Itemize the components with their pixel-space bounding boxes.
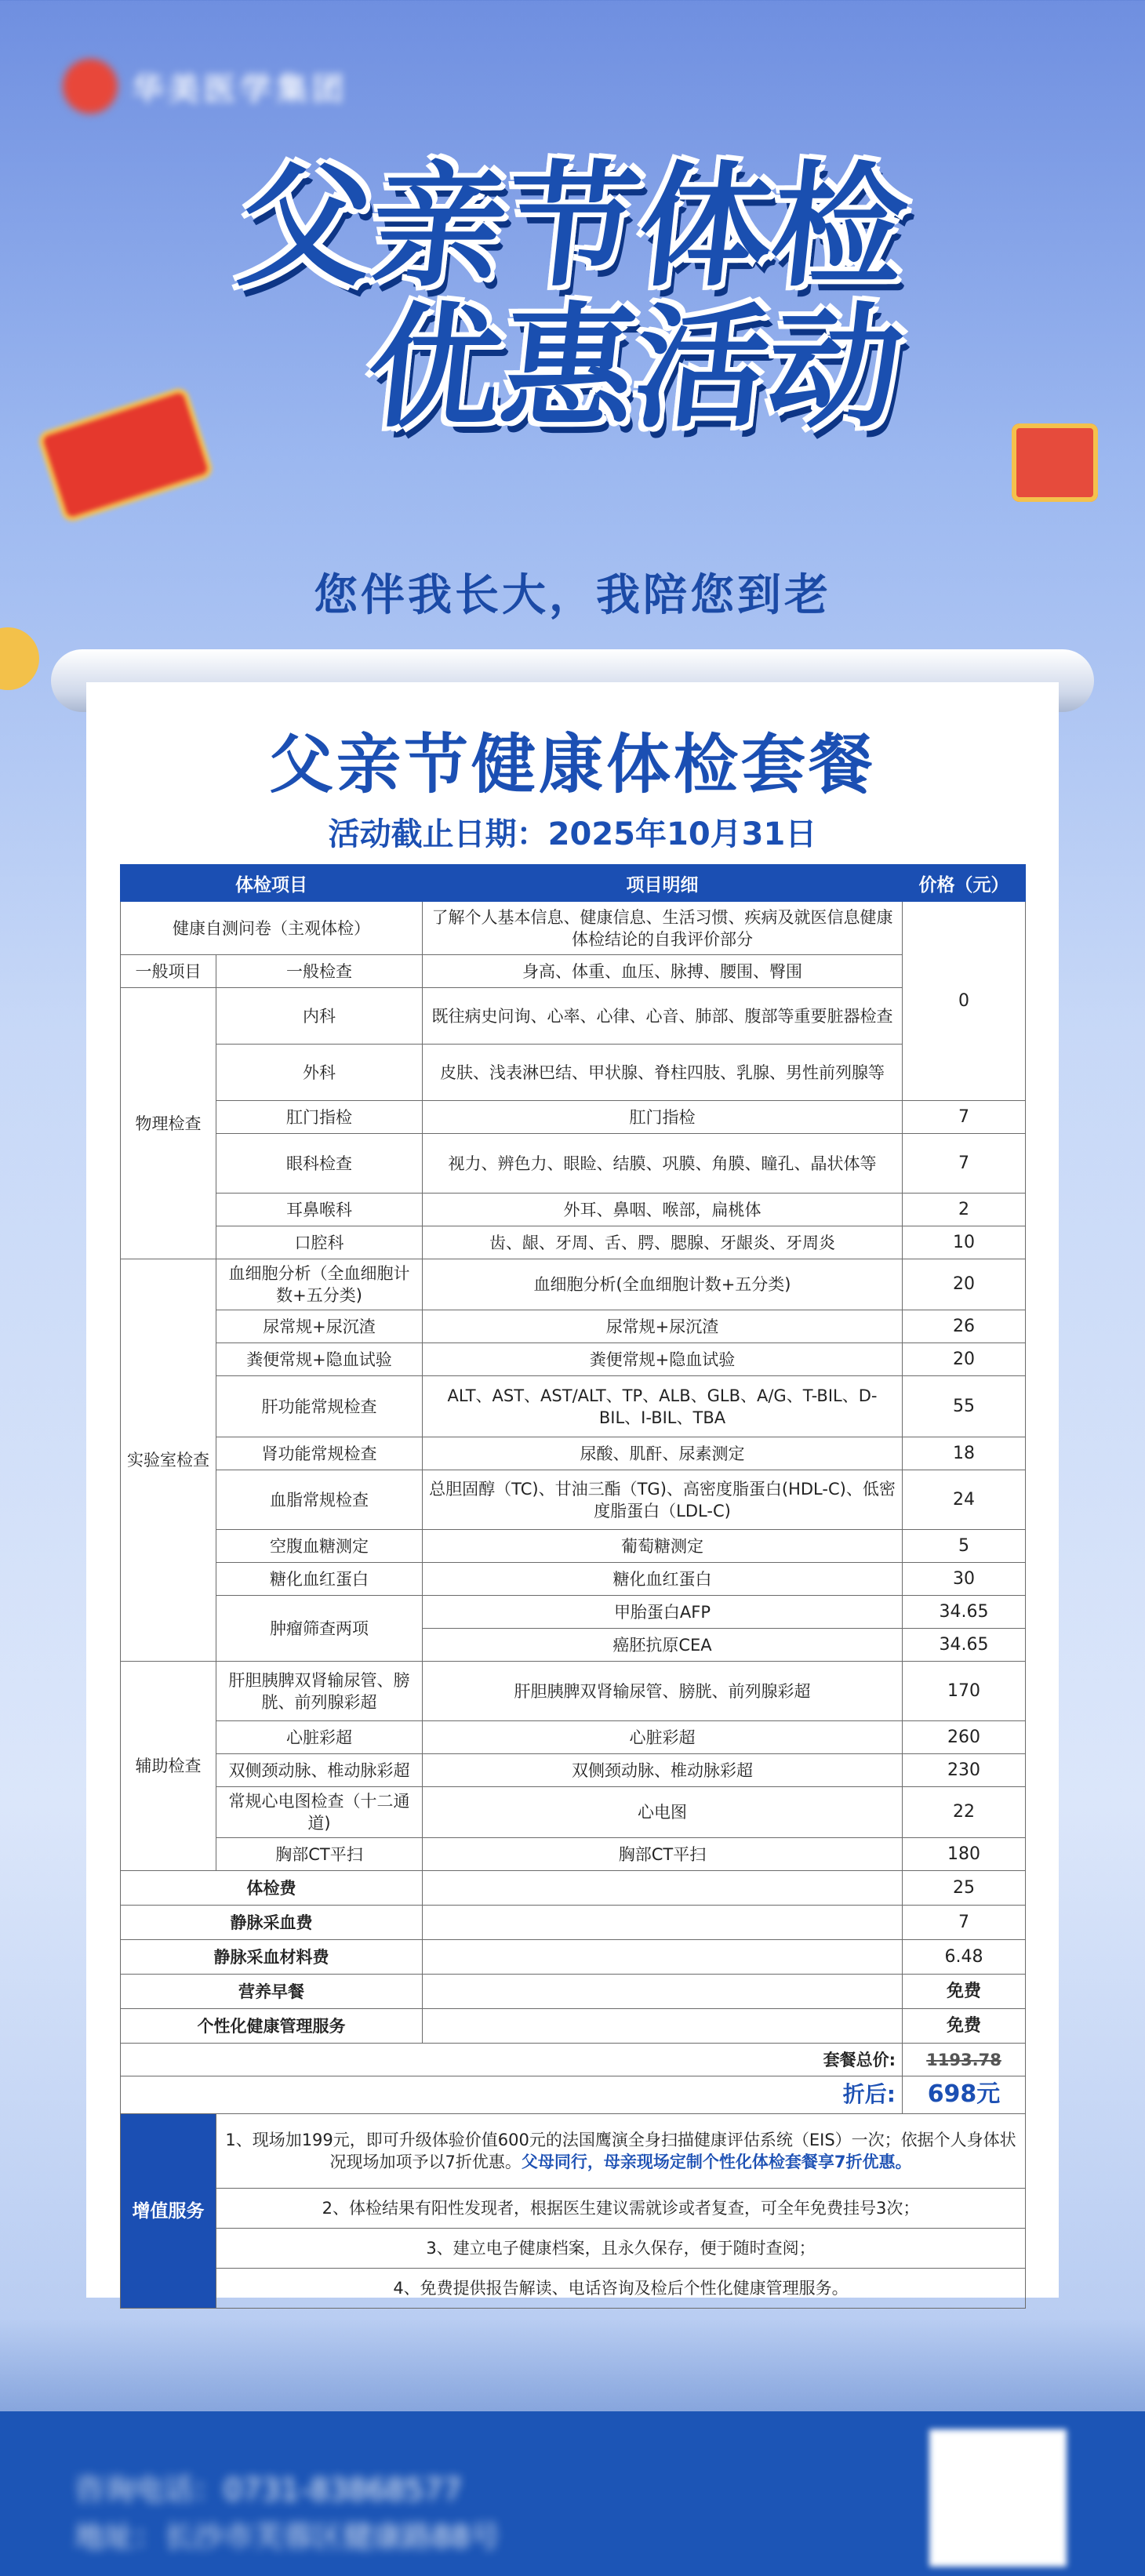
- detail-cell: 葡萄糖测定: [423, 1530, 903, 1563]
- detail-cell: 肝胆胰脾双肾输尿管、膀胱、前列腺彩超: [423, 1662, 903, 1721]
- detail-cell: 肛门指检: [423, 1101, 903, 1134]
- item-cell: 耳鼻喉科: [216, 1194, 423, 1226]
- table-row: [121, 1787, 1026, 1838]
- phone-number: 0731-83868577: [224, 2472, 462, 2507]
- table-row: [121, 1310, 1026, 1343]
- table-row: [121, 1470, 1026, 1530]
- detail-cell: 总胆固醇（TC)、甘油三酯（TG)、高密度脂蛋白(HDL-C)、低密度脂蛋白（LDL-C): [423, 1470, 903, 1530]
- item-cell: 心脏彩超: [216, 1721, 423, 1754]
- detail-cell: 双侧颈动脉、椎动脉彩超: [423, 1754, 903, 1787]
- fee-price: 7: [903, 1906, 1026, 1940]
- detail-cell: 癌胚抗原CEA: [423, 1629, 903, 1662]
- logo-icon: [63, 59, 118, 114]
- detail-cell: 尿常规+尿沉渣: [423, 1310, 903, 1343]
- service-row: [121, 2229, 1026, 2269]
- item-cell: 外科: [216, 1045, 423, 1101]
- price-cell: 55: [903, 1376, 1026, 1437]
- fee-detail: [423, 2009, 903, 2044]
- table-row: [121, 1343, 1026, 1376]
- table-row: [121, 1259, 1026, 1310]
- item-cell: 口腔科: [216, 1226, 423, 1259]
- service-item: 1、现场加199元，即可升级体验价值600元的法国鹰演全身扫描健康评估系统（EIS）一次；依据个人身体状况现场加项予以7折优惠。父母同行，母亲现场定制个性化体检套餐享7折优惠。: [216, 2114, 1026, 2189]
- detail-cell: 尿酸、肌酐、尿素测定: [423, 1437, 903, 1470]
- price-cell: 230: [903, 1754, 1026, 1787]
- price-cell: 260: [903, 1721, 1026, 1754]
- detail-cell: 糖化血红蛋白: [423, 1563, 903, 1596]
- logo-text: 华美医学集团: [132, 71, 348, 107]
- card-title: 父亲节健康体检套餐: [268, 728, 876, 802]
- original-price: 1193.78: [926, 2050, 1001, 2069]
- service-row: [121, 2189, 1026, 2229]
- package-card: [86, 682, 1059, 2298]
- item-cell: 血细胞分析（全血细胞计数+五分类): [216, 1259, 423, 1310]
- item-cell: 双侧颈动脉、椎动脉彩超: [216, 1754, 423, 1787]
- table-row: [121, 1596, 1026, 1629]
- table-row: [121, 902, 1026, 955]
- table-row: [121, 988, 1026, 1045]
- price-cell: 24: [903, 1470, 1026, 1530]
- item-cell: 肛门指检: [216, 1101, 423, 1134]
- price-cell: 10: [903, 1226, 1026, 1259]
- item-cell: 肝功能常规检查: [216, 1376, 423, 1437]
- hero-line-2: 优惠活动: [360, 291, 911, 446]
- detail-cell: 心电图: [423, 1787, 903, 1838]
- fee-price: 免费: [903, 1975, 1026, 2009]
- detail-cell: ALT、AST、AST/ALT、TP、ALB、GLB、A/G、T-BIL、D-BIL、I-BIL、TBA: [423, 1376, 903, 1437]
- item-cell: 健康自测问卷（主观体检）: [121, 902, 423, 955]
- hero-line-1: 父亲节体检: [231, 150, 914, 305]
- discount-price: 698元: [903, 2076, 1026, 2114]
- fee-detail: [423, 1975, 903, 2009]
- category-cell: 物理检查: [121, 988, 216, 1259]
- item-cell: 糖化血红蛋白: [216, 1563, 423, 1596]
- item-cell: 眼科检查: [216, 1134, 423, 1194]
- service-item: 3、建立电子健康档案，且永久保存，便于随时查阅；: [216, 2229, 1026, 2269]
- hero-title: [0, 150, 1145, 446]
- item-cell: 肝胆胰脾双肾输尿管、膀胱、前列腺彩超: [216, 1662, 423, 1721]
- price-cell: 5: [903, 1530, 1026, 1563]
- service-row: [121, 2269, 1026, 2309]
- price-cell: 7: [903, 1134, 1026, 1194]
- item-cell: 内科: [216, 988, 423, 1045]
- discount-row: [121, 2076, 1026, 2114]
- table-row: [121, 1563, 1026, 1596]
- item-cell: 常规心电图检查（十二通道): [216, 1787, 423, 1838]
- item-cell: 胸部CT平扫: [216, 1838, 423, 1871]
- item-cell: 肿瘤筛查两项: [216, 1596, 423, 1662]
- service-item: 2、体检结果有阳性发现者，根据医生建议需就诊或者复查，可全年免费挂号3次；: [216, 2189, 1026, 2229]
- table-row: [121, 1134, 1026, 1194]
- total-row: [121, 2044, 1026, 2076]
- item-cell: 一般检查: [216, 955, 423, 988]
- detail-cell: 身高、体重、血压、脉搏、腰围、臀围: [423, 955, 903, 988]
- table-row: [121, 1194, 1026, 1226]
- detail-cell: 皮肤、浅表淋巴结、甲状腺、脊柱四肢、乳腺、男性前列腺等: [423, 1045, 903, 1101]
- total-label: 套餐总价:: [121, 2044, 903, 2076]
- package-table: [120, 864, 1026, 2309]
- table-row: [121, 1754, 1026, 1787]
- fee-row: [121, 1975, 1026, 2009]
- detail-cell: 既往病史问询、心率、心律、心音、肺部、腹部等重要脏器检查: [423, 988, 903, 1045]
- table-row: [121, 1530, 1026, 1563]
- coin-icon: [0, 627, 39, 690]
- item-cell: 粪便常规+隐血试验: [216, 1343, 423, 1376]
- price-cell: 22: [903, 1787, 1026, 1838]
- fee-price: 6.48: [903, 1940, 1026, 1975]
- service-row: [121, 2114, 1026, 2189]
- discount-label: 折后:: [121, 2076, 903, 2114]
- fee-detail: [423, 1906, 903, 1940]
- price-cell: 30: [903, 1563, 1026, 1596]
- service-item: 4、免费提供报告解读、电话咨询及检后个性化健康管理服务。: [216, 2269, 1026, 2309]
- slogan: 您伴我长大，我陪您到老: [314, 570, 831, 621]
- detail-cell: 粪便常规+隐血试验: [423, 1343, 903, 1376]
- fee-item: 静脉采血材料费: [121, 1940, 423, 1975]
- detail-cell: 心脏彩超: [423, 1721, 903, 1754]
- price-cell: 26: [903, 1310, 1026, 1343]
- deadline: 活动截止日期：2025年10月31日: [328, 816, 817, 852]
- item-cell: 空腹血糖测定: [216, 1530, 423, 1563]
- detail-cell: 外耳、鼻咽、喉部，扁桃体: [423, 1194, 903, 1226]
- price-cell: 34.65: [903, 1629, 1026, 1662]
- table-row: [121, 1101, 1026, 1134]
- category-cell: 一般项目: [121, 955, 216, 988]
- fee-row: [121, 1906, 1026, 1940]
- price-cell: 2: [903, 1194, 1026, 1226]
- detail-cell: 胸部CT平扫: [423, 1838, 903, 1871]
- price-cell: 0: [903, 902, 1026, 1101]
- header-detail: 项目明细: [423, 865, 903, 902]
- logo: [63, 55, 348, 118]
- address: 长沙市芙蓉区健康路88号: [164, 2520, 500, 2554]
- fee-row: [121, 2009, 1026, 2044]
- fee-row: [121, 1940, 1026, 1975]
- detail-cell: 甲胎蛋白AFP: [423, 1596, 903, 1629]
- price-cell: 7: [903, 1101, 1026, 1134]
- total-price: [903, 2044, 1026, 2076]
- table-row: [121, 955, 1026, 988]
- table-row: [121, 1437, 1026, 1470]
- fee-item: 营养早餐: [121, 1975, 423, 2009]
- category-cell: 辅助检查: [121, 1662, 216, 1871]
- table-row: [121, 1226, 1026, 1259]
- detail-cell: 了解个人基本信息、健康信息、生活习惯、疾病及就医信息健康体检结论的自我评价部分: [423, 902, 903, 955]
- price-cell: 34.65: [903, 1596, 1026, 1629]
- fee-detail: [423, 1940, 903, 1975]
- item-cell: 血脂常规检查: [216, 1470, 423, 1530]
- fee-detail: [423, 1871, 903, 1906]
- fee-row: [121, 1871, 1026, 1906]
- table-header: [121, 865, 1026, 902]
- table-row: [121, 1376, 1026, 1437]
- services-head: 增值服务: [121, 2114, 216, 2309]
- fee-item: 体检费: [121, 1871, 423, 1906]
- qr-code-icon: [929, 2429, 1067, 2567]
- item-cell: 肾功能常规检查: [216, 1437, 423, 1470]
- fee-item: 静脉采血费: [121, 1906, 423, 1940]
- price-cell: 18: [903, 1437, 1026, 1470]
- fee-price: 免费: [903, 2009, 1026, 2044]
- item-cell: 尿常规+尿沉渣: [216, 1310, 423, 1343]
- detail-cell: 血细胞分析(全血细胞计数+五分类): [423, 1259, 903, 1310]
- price-cell: 20: [903, 1343, 1026, 1376]
- fee-price: 25: [903, 1871, 1026, 1906]
- table-row: [121, 1662, 1026, 1721]
- price-cell: 170: [903, 1662, 1026, 1721]
- header-item: 体检项目: [121, 865, 423, 902]
- detail-cell: 齿、龈、牙周、舌、腭、腮腺、牙龈炎、牙周炎: [423, 1226, 903, 1259]
- header-price: 价格（元）: [903, 865, 1026, 902]
- contact-info: 咨询电话：0731-83868577 地址：长沙市芙蓉区健康路88号: [75, 2472, 500, 2554]
- detail-cell: 视力、辨色力、眼睑、结膜、巩膜、角膜、瞳孔、晶状体等: [423, 1134, 903, 1194]
- table-row: [121, 1045, 1026, 1101]
- price-cell: 180: [903, 1838, 1026, 1871]
- table-row: [121, 1721, 1026, 1754]
- category-cell: 实验室检查: [121, 1259, 216, 1662]
- price-cell: 20: [903, 1259, 1026, 1310]
- table-row: [121, 1838, 1026, 1871]
- fee-item: 个性化健康管理服务: [121, 2009, 423, 2044]
